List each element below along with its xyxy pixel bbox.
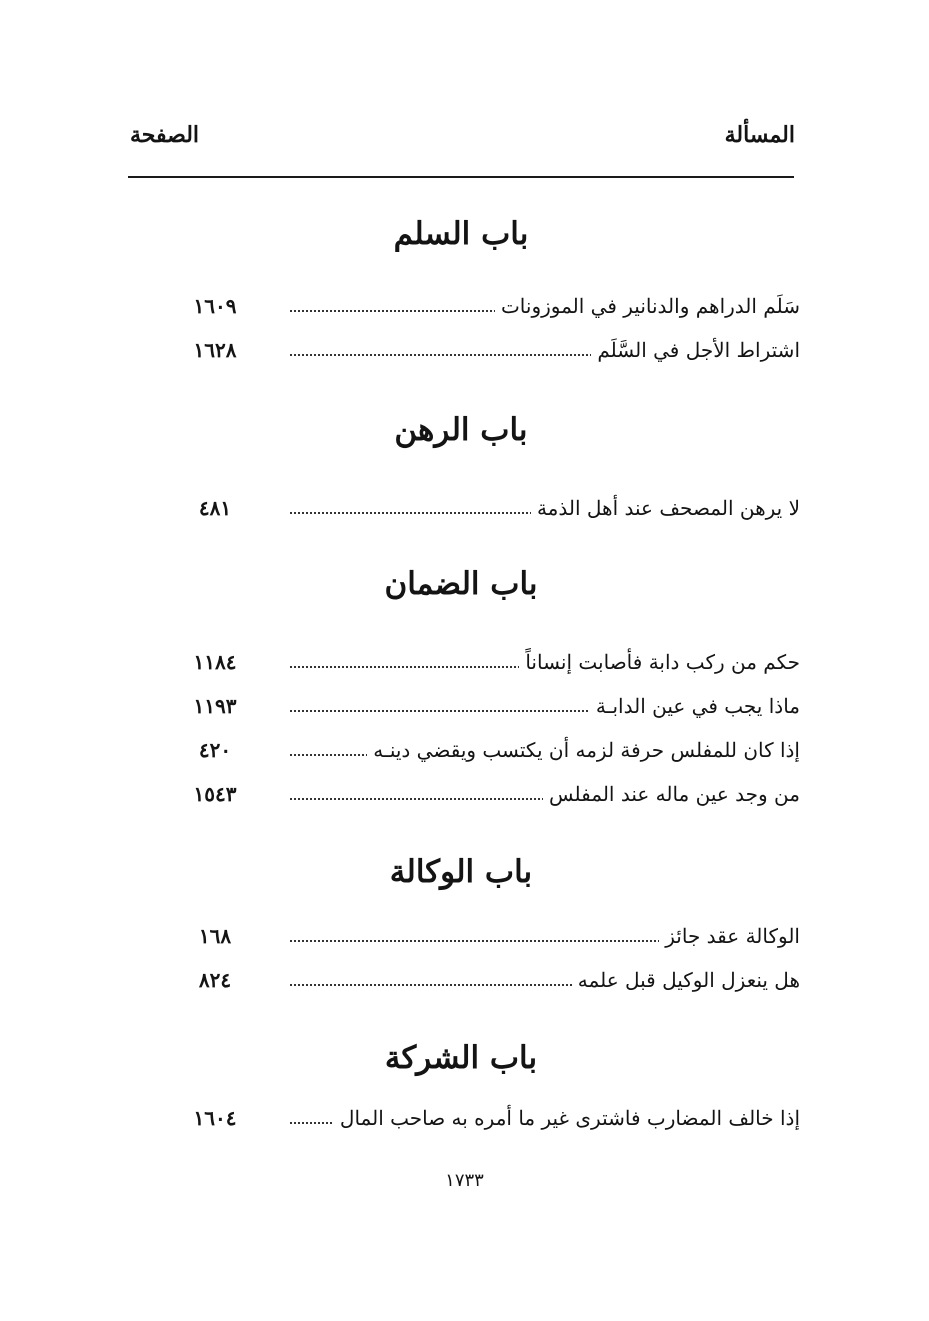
index-entry [160,924,800,958]
entry-page-number: ١٦٠٩ [193,294,237,318]
page-number: ١٧٣٣ [445,1170,484,1191]
index-entry [160,782,800,816]
section-title: باب الضمان [384,566,538,602]
column-header-page: الصفحة [130,122,200,148]
index-entry [160,738,800,772]
entry-text: إذا كان للمفلس حرفة لزمه أن يكتسب ويقضي دينـه [367,738,800,762]
index-entry [160,1106,800,1140]
entry-text: هل ينعزل الوكيل قبل علمه [572,968,800,992]
entry-page-number: ١٦٠٤ [193,1106,237,1130]
section-title: باب الوكالة [389,854,533,890]
index-entry [160,968,800,1002]
entry-text: اشتراط الأجل في السَّلَم [591,338,800,362]
column-header-issue: المسألة [724,122,795,148]
entry-text: حكم من ركب دابة فأصابت إنساناً [519,650,800,674]
entry-page-number: ١١٨٤ [193,650,237,674]
entry-page-number: ١٦٢٨ [193,338,237,362]
entry-page-number: ١١٩٣ [193,694,237,718]
entry-page-number: ٤٢٠ [198,738,232,762]
index-entry [160,294,800,328]
entry-text: الوكالة عقد جائز [659,924,800,948]
entry-text: من وجد عين ماله عند المفلس [543,782,800,806]
index-entry [160,496,800,530]
entry-page-number: ١٥٤٣ [193,782,237,806]
index-entry [160,694,800,728]
entry-text: لا يرهن المصحف عند أهل الذمة [531,496,800,520]
index-entry [160,338,800,372]
entry-text: إذا خالف المضارب فاشترى غير ما أمره به صاحب المال [334,1106,800,1130]
entry-page-number: ٤٨١ [198,496,232,520]
section-title: باب السلم [393,216,529,252]
entry-page-number: ٨٢٤ [198,968,232,992]
entry-text: ماذا يجب في عين الدابـة [590,694,800,718]
section-title: باب الشركة [384,1040,538,1076]
entry-text: سَلَم الدراهم والدنانير في الموزونات [495,294,800,318]
index-entry [160,650,800,684]
entry-page-number: ١٦٨ [198,924,232,948]
header-rule [128,176,794,178]
section-title: باب الرهن [394,412,528,448]
